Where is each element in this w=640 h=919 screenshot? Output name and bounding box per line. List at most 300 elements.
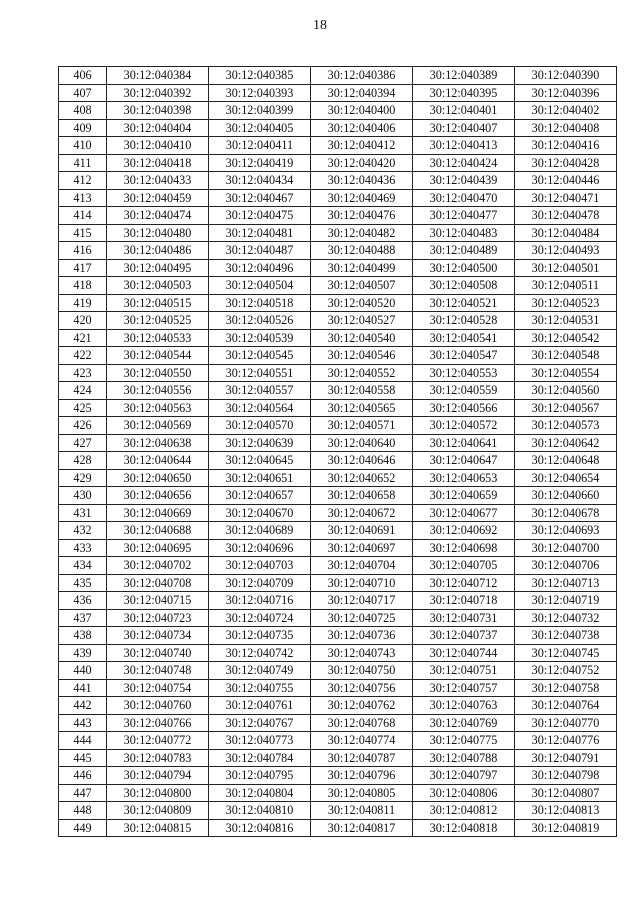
cadastral-number-cell: 30:12:040404 (107, 119, 209, 137)
cadastral-number-cell: 30:12:040424 (413, 154, 515, 172)
cadastral-number-cell: 30:12:040744 (413, 644, 515, 662)
cadastral-number-cell: 30:12:040811 (311, 802, 413, 820)
cadastral-number-cell: 30:12:040710 (311, 574, 413, 592)
cadastral-number-cell: 30:12:040408 (515, 119, 617, 137)
cadastral-number-cell: 30:12:040717 (311, 592, 413, 610)
row-number-cell: 417 (59, 259, 107, 277)
table-row (59, 644, 617, 662)
cadastral-number-cell: 30:12:040557 (209, 382, 311, 400)
table-row (59, 242, 617, 260)
row-number-cell: 422 (59, 347, 107, 365)
cadastral-number-cell: 30:12:040695 (107, 539, 209, 557)
row-number-cell: 439 (59, 644, 107, 662)
cadastral-number-cell: 30:12:040420 (311, 154, 413, 172)
cadastral-number-cell: 30:12:040788 (413, 749, 515, 767)
cadastral-number-cell: 30:12:040659 (413, 487, 515, 505)
cadastral-number-cell: 30:12:040533 (107, 329, 209, 347)
cadastral-number-cell: 30:12:040470 (413, 189, 515, 207)
cadastral-number-cell: 30:12:040521 (413, 294, 515, 312)
table-row (59, 364, 617, 382)
cadastral-number-cell: 30:12:040743 (311, 644, 413, 662)
cadastral-number-cell: 30:12:040670 (209, 504, 311, 522)
cadastral-number-cell: 30:12:040648 (515, 452, 617, 470)
cadastral-number-cell: 30:12:040546 (311, 347, 413, 365)
cadastral-number-cell: 30:12:040807 (515, 784, 617, 802)
row-number-cell: 416 (59, 242, 107, 260)
cadastral-number-cell: 30:12:040495 (107, 259, 209, 277)
cadastral-number-cell: 30:12:040484 (515, 224, 617, 242)
cadastral-number-cell: 30:12:040653 (413, 469, 515, 487)
cadastral-number-cell: 30:12:040395 (413, 84, 515, 102)
row-number-cell: 407 (59, 84, 107, 102)
cadastral-number-cell: 30:12:040689 (209, 522, 311, 540)
cadastral-number-cell: 30:12:040469 (311, 189, 413, 207)
cadastral-number-cell: 30:12:040740 (107, 644, 209, 662)
cadastral-number-cell: 30:12:040700 (515, 539, 617, 557)
cadastral-number-cell: 30:12:040476 (311, 207, 413, 225)
cadastral-number-cell: 30:12:040413 (413, 137, 515, 155)
cadastral-number-cell: 30:12:040756 (311, 679, 413, 697)
cadastral-number-cell: 30:12:040503 (107, 277, 209, 295)
cadastral-number-cell: 30:12:040818 (413, 819, 515, 837)
row-number-cell: 447 (59, 784, 107, 802)
cadastral-number-cell: 30:12:040544 (107, 347, 209, 365)
cadastral-number-cell: 30:12:040384 (107, 67, 209, 85)
cadastral-number-cell: 30:12:040646 (311, 452, 413, 470)
cadastral-number-cell: 30:12:040719 (515, 592, 617, 610)
cadastral-number-cell: 30:12:040496 (209, 259, 311, 277)
cadastral-number-cell: 30:12:040702 (107, 557, 209, 575)
row-number-cell: 430 (59, 487, 107, 505)
cadastral-number-cell: 30:12:040712 (413, 574, 515, 592)
table-row (59, 277, 617, 295)
cadastral-number-cell: 30:12:040558 (311, 382, 413, 400)
cadastral-number-cell: 30:12:040798 (515, 767, 617, 785)
cadastral-number-cell: 30:12:040708 (107, 574, 209, 592)
cadastral-number-cell: 30:12:040511 (515, 277, 617, 295)
row-number-cell: 446 (59, 767, 107, 785)
cadastral-number-cell: 30:12:040797 (413, 767, 515, 785)
cadastral-number-cell: 30:12:040547 (413, 347, 515, 365)
cadastral-number-cell: 30:12:040669 (107, 504, 209, 522)
cadastral-number-cell: 30:12:040813 (515, 802, 617, 820)
cadastral-number-cell: 30:12:040641 (413, 434, 515, 452)
table-row (59, 539, 617, 557)
cadastral-number-cell: 30:12:040804 (209, 784, 311, 802)
row-number-cell: 445 (59, 749, 107, 767)
row-number-cell: 444 (59, 732, 107, 750)
cadastral-number-cell: 30:12:040776 (515, 732, 617, 750)
row-number-cell: 427 (59, 434, 107, 452)
cadastral-number-cell: 30:12:040715 (107, 592, 209, 610)
cadastral-number-cell: 30:12:040392 (107, 84, 209, 102)
cadastral-number-cell: 30:12:040399 (209, 102, 311, 120)
table-row (59, 784, 617, 802)
cadastral-number-cell: 30:12:040678 (515, 504, 617, 522)
page-number: 18 (313, 18, 327, 33)
cadastral-number-cell: 30:12:040656 (107, 487, 209, 505)
cadastral-number-cell: 30:12:040806 (413, 784, 515, 802)
cadastral-number-cell: 30:12:040758 (515, 679, 617, 697)
cadastral-number-cell: 30:12:040478 (515, 207, 617, 225)
cadastral-number-cell: 30:12:040507 (311, 277, 413, 295)
cadastral-number-cell: 30:12:040525 (107, 312, 209, 330)
cadastral-number-cell: 30:12:040815 (107, 819, 209, 837)
row-number-cell: 448 (59, 802, 107, 820)
row-number-cell: 419 (59, 294, 107, 312)
table-row (59, 802, 617, 820)
row-number-cell: 428 (59, 452, 107, 470)
table-row (59, 714, 617, 732)
cadastral-number-cell: 30:12:040639 (209, 434, 311, 452)
table-row (59, 67, 617, 85)
cadastral-number-cell: 30:12:040660 (515, 487, 617, 505)
table-row (59, 522, 617, 540)
table-row (59, 347, 617, 365)
cadastral-number-table (58, 66, 617, 837)
cadastral-number-cell: 30:12:040400 (311, 102, 413, 120)
cadastral-number-cell: 30:12:040738 (515, 627, 617, 645)
cadastral-number-cell: 30:12:040703 (209, 557, 311, 575)
cadastral-number-cell: 30:12:040735 (209, 627, 311, 645)
cadastral-number-cell: 30:12:040791 (515, 749, 617, 767)
cadastral-number-cell: 30:12:040767 (209, 714, 311, 732)
row-number-cell: 410 (59, 137, 107, 155)
row-number-cell: 432 (59, 522, 107, 540)
cadastral-number-cell: 30:12:040520 (311, 294, 413, 312)
table-row (59, 487, 617, 505)
cadastral-number-cell: 30:12:040501 (515, 259, 617, 277)
cadastral-number-cell: 30:12:040650 (107, 469, 209, 487)
row-number-cell: 423 (59, 364, 107, 382)
cadastral-number-cell: 30:12:040554 (515, 364, 617, 382)
cadastral-number-cell: 30:12:040723 (107, 609, 209, 627)
table-row (59, 504, 617, 522)
table-row (59, 154, 617, 172)
cadastral-number-cell: 30:12:040734 (107, 627, 209, 645)
cadastral-number-cell: 30:12:040816 (209, 819, 311, 837)
cadastral-number-cell: 30:12:040768 (311, 714, 413, 732)
cadastral-number-cell: 30:12:040709 (209, 574, 311, 592)
cadastral-number-cell: 30:12:040523 (515, 294, 617, 312)
cadastral-number-cell: 30:12:040459 (107, 189, 209, 207)
cadastral-number-cell: 30:12:040515 (107, 294, 209, 312)
row-number-cell: 443 (59, 714, 107, 732)
table-row (59, 469, 617, 487)
cadastral-number-cell: 30:12:040705 (413, 557, 515, 575)
cadastral-number-cell: 30:12:040760 (107, 697, 209, 715)
table-row (59, 679, 617, 697)
cadastral-number-cell: 30:12:040772 (107, 732, 209, 750)
cadastral-number-cell: 30:12:040748 (107, 662, 209, 680)
table-row (59, 627, 617, 645)
cadastral-number-cell: 30:12:040809 (107, 802, 209, 820)
table-row (59, 207, 617, 225)
cadastral-number-cell: 30:12:040499 (311, 259, 413, 277)
cadastral-number-cell: 30:12:040651 (209, 469, 311, 487)
table-row (59, 259, 617, 277)
cadastral-number-cell: 30:12:040752 (515, 662, 617, 680)
cadastral-number-cell: 30:12:040800 (107, 784, 209, 802)
cadastral-number-cell: 30:12:040556 (107, 382, 209, 400)
cadastral-number-cell: 30:12:040564 (209, 399, 311, 417)
row-number-cell: 438 (59, 627, 107, 645)
cadastral-number-cell: 30:12:040500 (413, 259, 515, 277)
cadastral-number-cell: 30:12:040691 (311, 522, 413, 540)
cadastral-number-cell: 30:12:040569 (107, 417, 209, 435)
cadastral-number-cell: 30:12:040434 (209, 172, 311, 190)
cadastral-number-cell: 30:12:040769 (413, 714, 515, 732)
cadastral-number-cell: 30:12:040418 (107, 154, 209, 172)
table-row (59, 417, 617, 435)
cadastral-number-cell: 30:12:040810 (209, 802, 311, 820)
table-row (59, 224, 617, 242)
cadastral-number-cell: 30:12:040396 (515, 84, 617, 102)
cadastral-number-cell: 30:12:040428 (515, 154, 617, 172)
cadastral-number-cell: 30:12:040805 (311, 784, 413, 802)
cadastral-number-cell: 30:12:040483 (413, 224, 515, 242)
cadastral-number-cell: 30:12:040787 (311, 749, 413, 767)
cadastral-number-cell: 30:12:040527 (311, 312, 413, 330)
cadastral-number-cell: 30:12:040528 (413, 312, 515, 330)
row-number-cell: 437 (59, 609, 107, 627)
cadastral-number-cell: 30:12:040398 (107, 102, 209, 120)
cadastral-number-cell: 30:12:040446 (515, 172, 617, 190)
row-number-cell: 436 (59, 592, 107, 610)
table-row (59, 329, 617, 347)
cadastral-number-cell: 30:12:040560 (515, 382, 617, 400)
row-number-cell: 414 (59, 207, 107, 225)
cadastral-number-cell: 30:12:040487 (209, 242, 311, 260)
cadastral-number-cell: 30:12:040410 (107, 137, 209, 155)
row-number-cell: 415 (59, 224, 107, 242)
cadastral-number-cell: 30:12:040405 (209, 119, 311, 137)
cadastral-number-cell: 30:12:040488 (311, 242, 413, 260)
row-number-cell: 425 (59, 399, 107, 417)
cadastral-number-cell: 30:12:040406 (311, 119, 413, 137)
table-row (59, 294, 617, 312)
table-row (59, 662, 617, 680)
cadastral-number-cell: 30:12:040570 (209, 417, 311, 435)
cadastral-number-cell: 30:12:040672 (311, 504, 413, 522)
cadastral-number-cell: 30:12:040477 (413, 207, 515, 225)
cadastral-number-cell: 30:12:040658 (311, 487, 413, 505)
cadastral-number-cell: 30:12:040745 (515, 644, 617, 662)
table-row (59, 137, 617, 155)
cadastral-number-cell: 30:12:040644 (107, 452, 209, 470)
table-row (59, 452, 617, 470)
cadastral-number-cell: 30:12:040692 (413, 522, 515, 540)
cadastral-number-cell: 30:12:040764 (515, 697, 617, 715)
table-row (59, 749, 617, 767)
table-row (59, 84, 617, 102)
cadastral-number-cell: 30:12:040385 (209, 67, 311, 85)
cadastral-number-cell: 30:12:040486 (107, 242, 209, 260)
table-row (59, 102, 617, 120)
cadastral-number-cell: 30:12:040540 (311, 329, 413, 347)
table-row (59, 557, 617, 575)
table-row (59, 434, 617, 452)
cadastral-number-cell: 30:12:040677 (413, 504, 515, 522)
cadastral-number-cell: 30:12:040416 (515, 137, 617, 155)
table-row (59, 767, 617, 785)
cadastral-number-cell: 30:12:040480 (107, 224, 209, 242)
cadastral-number-cell: 30:12:040698 (413, 539, 515, 557)
cadastral-number-cell: 30:12:040559 (413, 382, 515, 400)
cadastral-number-cell: 30:12:040638 (107, 434, 209, 452)
cadastral-number-cell: 30:12:040545 (209, 347, 311, 365)
cadastral-number-cell: 30:12:040751 (413, 662, 515, 680)
table-row (59, 312, 617, 330)
cadastral-number-cell: 30:12:040704 (311, 557, 413, 575)
cadastral-number-cell: 30:12:040475 (209, 207, 311, 225)
cadastral-number-cell: 30:12:040412 (311, 137, 413, 155)
cadastral-number-cell: 30:12:040749 (209, 662, 311, 680)
cadastral-number-cell: 30:12:040526 (209, 312, 311, 330)
cadastral-number-cell: 30:12:040761 (209, 697, 311, 715)
table-row (59, 399, 617, 417)
row-number-cell: 426 (59, 417, 107, 435)
cadastral-number-cell: 30:12:040652 (311, 469, 413, 487)
cadastral-number-cell: 30:12:040386 (311, 67, 413, 85)
cadastral-number-cell: 30:12:040551 (209, 364, 311, 382)
cadastral-number-cell: 30:12:040542 (515, 329, 617, 347)
row-number-cell: 433 (59, 539, 107, 557)
cadastral-number-cell: 30:12:040766 (107, 714, 209, 732)
cadastral-number-cell: 30:12:040566 (413, 399, 515, 417)
row-number-cell: 421 (59, 329, 107, 347)
table-row (59, 819, 617, 837)
cadastral-number-cell: 30:12:040783 (107, 749, 209, 767)
cadastral-number-cell: 30:12:040697 (311, 539, 413, 557)
cadastral-number-cell: 30:12:040552 (311, 364, 413, 382)
cadastral-number-cell: 30:12:040736 (311, 627, 413, 645)
cadastral-number-cell: 30:12:040439 (413, 172, 515, 190)
cadastral-number-cell: 30:12:040640 (311, 434, 413, 452)
cadastral-number-cell: 30:12:040433 (107, 172, 209, 190)
cadastral-number-cell: 30:12:040482 (311, 224, 413, 242)
cadastral-number-cell: 30:12:040481 (209, 224, 311, 242)
cadastral-number-cell: 30:12:040411 (209, 137, 311, 155)
cadastral-number-cell: 30:12:040795 (209, 767, 311, 785)
table-row (59, 609, 617, 627)
cadastral-number-cell: 30:12:040548 (515, 347, 617, 365)
cadastral-number-cell: 30:12:040518 (209, 294, 311, 312)
cadastral-number-cell: 30:12:040467 (209, 189, 311, 207)
cadastral-number-cell: 30:12:040573 (515, 417, 617, 435)
cadastral-number-cell: 30:12:040773 (209, 732, 311, 750)
cadastral-number-cell: 30:12:040718 (413, 592, 515, 610)
cadastral-number-cell: 30:12:040563 (107, 399, 209, 417)
cadastral-number-cell: 30:12:040732 (515, 609, 617, 627)
cadastral-number-cell: 30:12:040796 (311, 767, 413, 785)
cadastral-number-cell: 30:12:040645 (209, 452, 311, 470)
cadastral-number-cell: 30:12:040817 (311, 819, 413, 837)
cadastral-number-cell: 30:12:040504 (209, 277, 311, 295)
cadastral-number-cell: 30:12:040401 (413, 102, 515, 120)
table-row (59, 592, 617, 610)
cadastral-number-cell: 30:12:040731 (413, 609, 515, 627)
cadastral-number-cell: 30:12:040393 (209, 84, 311, 102)
cadastral-number-cell: 30:12:040706 (515, 557, 617, 575)
table-body (59, 67, 617, 837)
row-number-cell: 429 (59, 469, 107, 487)
table-row (59, 574, 617, 592)
row-number-cell: 440 (59, 662, 107, 680)
cadastral-number-cell: 30:12:040688 (107, 522, 209, 540)
cadastral-number-cell: 30:12:040419 (209, 154, 311, 172)
cadastral-number-cell: 30:12:040819 (515, 819, 617, 837)
row-number-cell: 434 (59, 557, 107, 575)
row-number-cell: 408 (59, 102, 107, 120)
row-number-cell: 409 (59, 119, 107, 137)
cadastral-number-cell: 30:12:040754 (107, 679, 209, 697)
cadastral-number-cell: 30:12:040725 (311, 609, 413, 627)
cadastral-number-cell: 30:12:040755 (209, 679, 311, 697)
cadastral-number-cell: 30:12:040784 (209, 749, 311, 767)
cadastral-number-cell: 30:12:040654 (515, 469, 617, 487)
table-row (59, 382, 617, 400)
cadastral-number-cell: 30:12:040402 (515, 102, 617, 120)
cadastral-number-cell: 30:12:040763 (413, 697, 515, 715)
cadastral-number-cell: 30:12:040742 (209, 644, 311, 662)
cadastral-number-cell: 30:12:040394 (311, 84, 413, 102)
cadastral-number-cell: 30:12:040531 (515, 312, 617, 330)
row-number-cell: 441 (59, 679, 107, 697)
cadastral-number-cell: 30:12:040567 (515, 399, 617, 417)
cadastral-number-cell: 30:12:040508 (413, 277, 515, 295)
table-row (59, 172, 617, 190)
cadastral-number-cell: 30:12:040696 (209, 539, 311, 557)
cadastral-number-cell: 30:12:040774 (311, 732, 413, 750)
cadastral-number-cell: 30:12:040541 (413, 329, 515, 347)
cadastral-number-cell: 30:12:040724 (209, 609, 311, 627)
cadastral-number-cell: 30:12:040762 (311, 697, 413, 715)
row-number-cell: 431 (59, 504, 107, 522)
table-row (59, 189, 617, 207)
cadastral-number-cell: 30:12:040647 (413, 452, 515, 470)
row-number-cell: 420 (59, 312, 107, 330)
row-number-cell: 411 (59, 154, 107, 172)
cadastral-number-cell: 30:12:040389 (413, 67, 515, 85)
cadastral-number-cell: 30:12:040716 (209, 592, 311, 610)
cadastral-number-cell: 30:12:040657 (209, 487, 311, 505)
cadastral-number-cell: 30:12:040474 (107, 207, 209, 225)
cadastral-number-cell: 30:12:040489 (413, 242, 515, 260)
cadastral-number-cell: 30:12:040642 (515, 434, 617, 452)
cadastral-number-cell: 30:12:040713 (515, 574, 617, 592)
cadastral-number-cell: 30:12:040693 (515, 522, 617, 540)
cadastral-number-cell: 30:12:040539 (209, 329, 311, 347)
table-row (59, 119, 617, 137)
cadastral-number-cell: 30:12:040550 (107, 364, 209, 382)
row-number-cell: 449 (59, 819, 107, 837)
row-number-cell: 412 (59, 172, 107, 190)
cadastral-number-cell: 30:12:040794 (107, 767, 209, 785)
cadastral-number-cell: 30:12:040757 (413, 679, 515, 697)
cadastral-number-cell: 30:12:040571 (311, 417, 413, 435)
table-row (59, 732, 617, 750)
cadastral-number-cell: 30:12:040737 (413, 627, 515, 645)
cadastral-number-cell: 30:12:040565 (311, 399, 413, 417)
cadastral-number-cell: 30:12:040390 (515, 67, 617, 85)
cadastral-number-cell: 30:12:040750 (311, 662, 413, 680)
row-number-cell: 418 (59, 277, 107, 295)
row-number-cell: 435 (59, 574, 107, 592)
cadastral-number-cell: 30:12:040812 (413, 802, 515, 820)
cadastral-number-cell: 30:12:040407 (413, 119, 515, 137)
row-number-cell: 413 (59, 189, 107, 207)
